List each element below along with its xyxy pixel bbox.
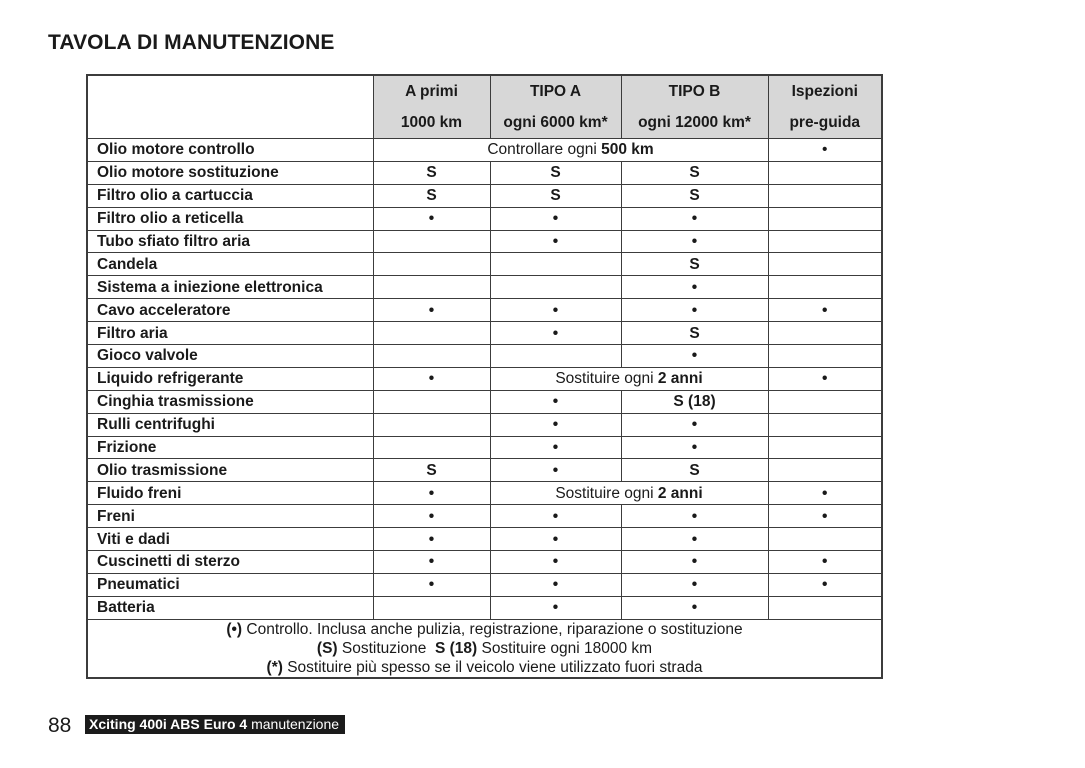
table-row: [87, 367, 882, 390]
table-row: [87, 184, 882, 207]
table-row: [87, 253, 882, 276]
coolant-replace-period: 2 anni: [657, 370, 703, 388]
cell-pre-ride: [768, 459, 882, 482]
cell-type-b: •: [621, 345, 768, 368]
row-label: Viti e dadi: [87, 528, 373, 551]
row-label: Gioco valvole: [87, 345, 373, 368]
footer-section-band: [85, 715, 345, 734]
header-first-1000km-line1: A primi: [373, 75, 490, 107]
row-label: Sistema a iniezione elettronica: [87, 276, 373, 299]
table-row: [87, 528, 882, 551]
brake-fluid-replace-interval: [490, 482, 768, 505]
cell-pre-ride: •: [768, 573, 882, 596]
cell-first-1000km: [373, 413, 490, 436]
table-row: [87, 596, 882, 619]
table-row: [87, 573, 882, 596]
cell-type-b: S: [621, 459, 768, 482]
table-row: [87, 299, 882, 322]
legend-replace: [88, 639, 881, 658]
cell-type-b: •: [621, 207, 768, 230]
table-row: [87, 139, 882, 162]
row-label: Frizione: [87, 436, 373, 459]
header-pre-ride-line2: pre-guida: [768, 107, 882, 139]
cell-type-a: •: [490, 207, 621, 230]
legend-offroad: [88, 658, 881, 677]
cell-type-b: S: [621, 322, 768, 345]
footer-model-name: Xciting 400i ABS Euro 4: [89, 716, 248, 732]
row-label: Freni: [87, 505, 373, 528]
page-title: TAVOLA DI MANUTENZIONE: [48, 31, 335, 54]
row-label: Cuscinetti di sterzo: [87, 551, 373, 574]
cell-pre-ride: [768, 253, 882, 276]
cell-pre-ride: [768, 207, 882, 230]
table-row: [87, 482, 882, 505]
footer-section-name: manutenzione: [247, 716, 340, 732]
table-row: [87, 345, 882, 368]
legend-row: [87, 619, 882, 678]
cell-type-b: •: [621, 573, 768, 596]
cell-type-b: •: [621, 505, 768, 528]
cell-first-1000km: S: [373, 459, 490, 482]
cell-first-1000km: •: [373, 505, 490, 528]
legend-check: [88, 620, 881, 639]
cell-type-a: •: [490, 459, 621, 482]
coolant-replace-interval: [490, 367, 768, 390]
table-row: [87, 436, 882, 459]
row-label: Filtro olio a cartuccia: [87, 184, 373, 207]
cell-pre-ride: [768, 230, 882, 253]
cell-pre-ride: [768, 413, 882, 436]
cell-first-1000km: [373, 322, 490, 345]
oil-check-interval: [373, 139, 768, 162]
legend-check-key: (•): [226, 620, 243, 638]
coolant-replace-prefix: Sostituire ogni: [555, 370, 658, 388]
cell-pre-ride: [768, 596, 882, 619]
cell-first-1000km: •: [373, 573, 490, 596]
cell-pre-ride: •: [768, 551, 882, 574]
cell-first-1000km: S: [373, 161, 490, 184]
cell-first-1000km: S: [373, 184, 490, 207]
header-type-b-line1: TIPO B: [621, 75, 768, 107]
cell-type-a: •: [490, 551, 621, 574]
cell-pre-ride: [768, 528, 882, 551]
table-row: [87, 322, 882, 345]
cell-pre-ride: [768, 345, 882, 368]
cell-pre-ride: [768, 322, 882, 345]
legend-replace-text-18: Sostituire ogni 18000 km: [477, 639, 653, 657]
cell-type-b: •: [621, 596, 768, 619]
cell-type-a: S: [490, 161, 621, 184]
cell-type-a: [490, 253, 621, 276]
brake-fluid-replace-period: 2 anni: [657, 484, 703, 502]
cell-type-b: •: [621, 299, 768, 322]
header-corner: [87, 75, 373, 139]
cell-type-b: •: [621, 230, 768, 253]
table-row: [87, 230, 882, 253]
cell-type-a: [490, 276, 621, 299]
cell-pre-ride: [768, 184, 882, 207]
cell-pre-ride: •: [768, 367, 882, 390]
cell-type-a: •: [490, 573, 621, 596]
row-label: Pneumatici: [87, 573, 373, 596]
table-row: [87, 390, 882, 413]
row-label: Cavo acceleratore: [87, 299, 373, 322]
header-pre-ride-line1: Ispezioni: [768, 75, 882, 107]
cell-type-a: •: [490, 436, 621, 459]
cell-first-1000km: •: [373, 482, 490, 505]
table-row: [87, 413, 882, 436]
cell-type-a: •: [490, 413, 621, 436]
cell-type-a: [490, 345, 621, 368]
cell-pre-ride: [768, 276, 882, 299]
cell-type-a: •: [490, 505, 621, 528]
legend-replace-key: (S): [316, 639, 338, 657]
brake-fluid-replace-prefix: Sostituire ogni: [555, 484, 658, 502]
cell-type-b: S: [621, 161, 768, 184]
table-body: [87, 139, 882, 678]
cell-first-1000km: [373, 436, 490, 459]
header-type-a-line1: TIPO A: [490, 75, 621, 107]
row-label: Cinghia trasmissione: [87, 390, 373, 413]
cell-type-b: S: [621, 184, 768, 207]
cell-first-1000km: •: [373, 367, 490, 390]
row-label: Candela: [87, 253, 373, 276]
row-label: Tubo sfiato filtro aria: [87, 230, 373, 253]
cell-type-b: S (18): [621, 390, 768, 413]
legend-replace-text: Sostituzione: [337, 639, 435, 657]
header-type-b-line2: ogni 12000 km*: [621, 107, 768, 139]
cell-pre-ride: •: [768, 299, 882, 322]
legend-offroad-text: Sostituire più spesso se il veicolo viene utilizzato fuori strada: [282, 658, 703, 676]
header-type-a-line2: ogni 6000 km*: [490, 107, 621, 139]
header-first-1000km-line2: 1000 km: [373, 107, 490, 139]
legend-offroad-key: (*): [266, 658, 283, 676]
cell-type-b: •: [621, 528, 768, 551]
row-label: Olio motore controllo: [87, 139, 373, 162]
row-label: Olio motore sostituzione: [87, 161, 373, 184]
cell-pre-ride: [768, 161, 882, 184]
cell-type-b: •: [621, 436, 768, 459]
row-label: Rulli centrifughi: [87, 413, 373, 436]
row-label: Batteria: [87, 596, 373, 619]
table-row: [87, 161, 882, 184]
cell-type-a: •: [490, 299, 621, 322]
cell-first-1000km: •: [373, 528, 490, 551]
cell-type-a: S: [490, 184, 621, 207]
cell-type-a: •: [490, 390, 621, 413]
oil-check-prefix: Controllare ogni: [487, 141, 602, 159]
row-label: Filtro olio a reticella: [87, 207, 373, 230]
oil-check-distance: 500 km: [601, 141, 654, 159]
cell-type-b: •: [621, 276, 768, 299]
cell-type-a: •: [490, 528, 621, 551]
cell-type-a: •: [490, 230, 621, 253]
row-label: Olio trasmissione: [87, 459, 373, 482]
cell-pre-ride: [768, 390, 882, 413]
cell-first-1000km: [373, 253, 490, 276]
cell-first-1000km: [373, 390, 490, 413]
cell-type-b: •: [621, 551, 768, 574]
maintenance-table: [86, 74, 883, 679]
cell-type-b: S: [621, 253, 768, 276]
cell-pre-ride: [768, 436, 882, 459]
table-row: [87, 459, 882, 482]
table-row: [87, 505, 882, 528]
row-label: Fluido freni: [87, 482, 373, 505]
legend: [87, 619, 882, 678]
table-row: [87, 276, 882, 299]
cell-pre-ride: •: [768, 139, 882, 162]
page-number: 88: [48, 714, 72, 737]
row-label: Liquido refrigerante: [87, 367, 373, 390]
cell-pre-ride: •: [768, 505, 882, 528]
cell-first-1000km: •: [373, 299, 490, 322]
cell-pre-ride: •: [768, 482, 882, 505]
cell-first-1000km: [373, 230, 490, 253]
cell-first-1000km: •: [373, 207, 490, 230]
table-header: [87, 75, 882, 139]
row-label: Filtro aria: [87, 322, 373, 345]
cell-type-b: •: [621, 413, 768, 436]
cell-first-1000km: [373, 596, 490, 619]
cell-type-a: •: [490, 596, 621, 619]
table-row: [87, 551, 882, 574]
legend-replace-key-18: S (18): [434, 639, 478, 657]
cell-type-a: •: [490, 322, 621, 345]
table-row: [87, 207, 882, 230]
cell-first-1000km: •: [373, 551, 490, 574]
cell-first-1000km: [373, 345, 490, 368]
cell-first-1000km: [373, 276, 490, 299]
legend-check-text: Controllo. Inclusa anche pulizia, registrazione, riparazione o sostituzione: [242, 620, 743, 638]
